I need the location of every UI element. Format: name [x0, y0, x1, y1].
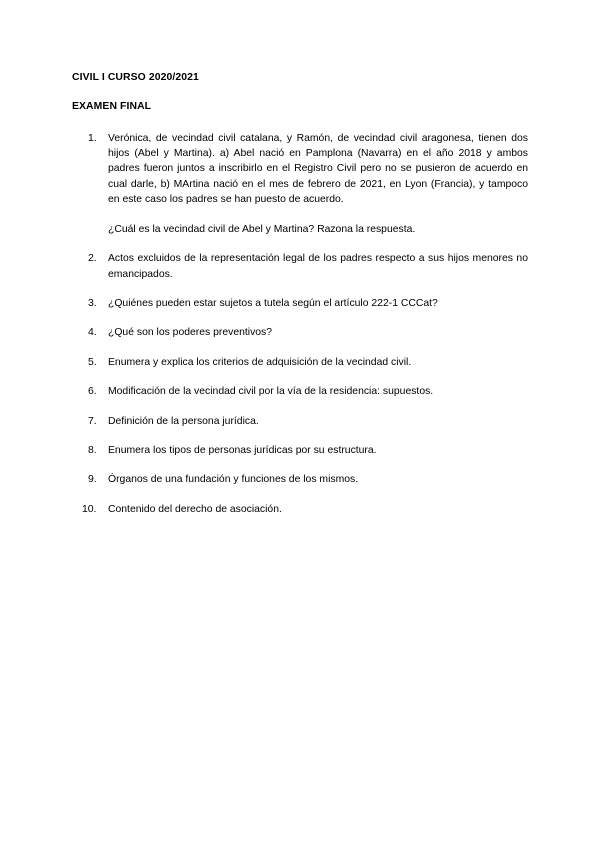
question-number: 3.: [88, 298, 97, 309]
question-text: Órganos de una fundación y funciones de los mismos.: [108, 474, 359, 486]
question-1: [72, 131, 528, 237]
question-6: [72, 384, 528, 399]
question-text: Definición de la persona jurídica.: [108, 415, 259, 427]
question-number: 8.: [88, 444, 97, 456]
question-5: [72, 355, 528, 370]
exam-heading: EXAMEN FINAL: [72, 101, 152, 112]
question-subprompt: ¿Cuál es la vecindad civil de Abel y Martina? Razona la respuesta.: [108, 224, 416, 236]
question-text: Modificación de la vecindad civil por la vía de la residencia: supuestos.: [108, 386, 434, 398]
question-number: 2.: [88, 253, 97, 265]
question-text: ¿Qué son los poderes preventivos?: [108, 327, 273, 339]
question-number: 10.: [82, 503, 97, 515]
question-number: 9.: [88, 474, 97, 486]
question-list: [72, 131, 528, 531]
question-3: [72, 296, 528, 311]
question-2: [72, 251, 528, 281]
question-text: ¿Quiénes pueden estar sujetos a tutela según el artículo 222-1 CCCat?: [108, 298, 438, 309]
question-text: Verónica, de vecindad civil catalana, y Ramón, de vecindad civil aragonesa, tienen dos hijos (Abel y Martina). a) Abel nació en Pamplona (Navarra) en el año 2018 y ambos padres fueron juntos a inscribirlo en el Registro Civil pero no se pusieron de acuerdo en cual darle, b) MArtina nació en el mes de febrero de 2021, en Lyon (Francia), y tampoco en este caso los padres se han puesto de acuerdo.: [108, 133, 528, 205]
course-heading: CIVIL I CURSO 2020/2021: [72, 72, 199, 83]
question-10: [72, 502, 528, 517]
question-4: [72, 325, 528, 340]
question-9: [72, 472, 528, 487]
question-text: Contenido del derecho de asociación.: [108, 503, 282, 515]
question-number: 1.: [88, 133, 97, 144]
question-number: 5.: [88, 356, 97, 368]
question-number: 7.: [88, 415, 97, 427]
question-text: Actos excluidos de la representación legal de los padres respecto a sus hijos menores no emancipados.: [108, 253, 528, 280]
question-text: Enumera y explica los criterios de adquisición de la vecindad civil.: [108, 356, 412, 368]
question-8: [72, 443, 528, 458]
question-number: 4.: [88, 327, 97, 339]
question-text: Enumera los tipos de personas jurídicas por su estructura.: [108, 444, 377, 456]
question-7: [72, 414, 528, 429]
question-number: 6.: [88, 386, 97, 398]
